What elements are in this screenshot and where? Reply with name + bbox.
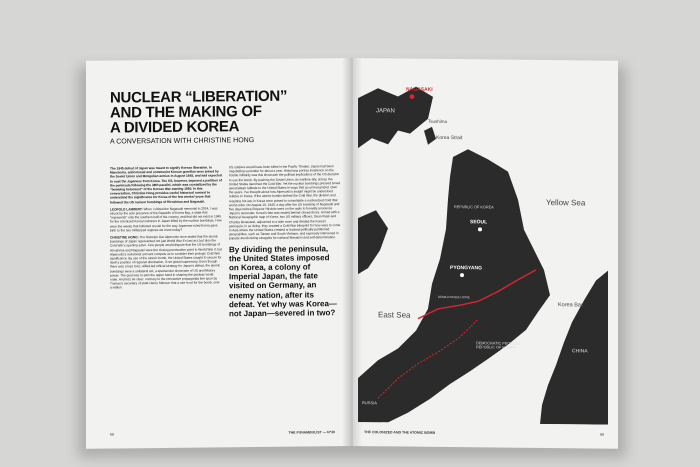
title-line-2: AND THE MAKING OF (110, 102, 262, 122)
china-landmass (540, 270, 608, 425)
label-china: CHINA (572, 348, 588, 355)
label-rok: REPUBLIC OF KOREA (454, 205, 494, 210)
japan-landmass (358, 86, 433, 149)
east-land (358, 210, 388, 274)
korea-map (358, 78, 608, 425)
label-korea-bay: Korea Bay (558, 302, 584, 309)
label-yellow-sea: Yellow Sea (546, 198, 586, 208)
right-page-number: 69 (600, 432, 604, 437)
left-page (86, 58, 352, 449)
title-line-1: NUCLEAR “LIBERATION” (110, 87, 288, 107)
tsushima-island (424, 127, 436, 145)
section-title: THE COLONIZED AND THE ATOMIC BOMB (364, 430, 435, 435)
label-japan: JAPAN (376, 108, 395, 115)
text-column-1 (110, 165, 222, 293)
paragraph-1-text: When I visited the Nagasaki memorial in 2014, I was struck by the sole presence of the Republic of Korea flag, a state that “represents” only the southern half of the country, and that did not exist in 1945 for the colonized Korean laborers in Japan killed by the nuclear bombings. How were the weeks that followed crucial for the way Japanese-ruled Korea gave birth to the two militarized regimes we know today? (110, 206, 222, 233)
korean-peninsula (358, 148, 550, 424)
article-subtitle: A CONVERSATION WITH CHRISTINE HONG (110, 137, 255, 146)
label-seoul: SEOUL (470, 219, 488, 226)
speaker-hong: CHRISTINE HONG: (110, 235, 139, 240)
label-russia: RUSSIA (362, 400, 377, 406)
paragraph-2-text: The historian Gar Alperovitz once stated that the atomic bombings of Japan represented not just World War II’s last act, but also the Cold War’s opening salvo. Few people would dispute that the US bombings of Hiroshima and Nagasaki were the closing punctuation point to World War II, but Alperovitz’s revisionist account compels us to consider their prologic Cold War significance. By use of the atomic bomb, the United States sought to secure for itself a position of regional domination, if not global supremacy. Even though there was a less toxic, Allied-led ethical strategy for Japan’s defeat, the atomic bombings were a unilateral act, a spectacular showcase of US annihilatory power. The goal was to gain the upper hand in shaping the postwar world order. And let’s be clear: contrary to the retroactive propaganda line spun by Truman’s secretary of state Henry Stimson that a use it not for the bomb, over a million (110, 234, 222, 291)
article-title (110, 88, 330, 135)
map-graphic (358, 78, 608, 425)
column-2-text: US soldiers would have been killed in the Pacific Theater, Japan had been negotiating surrender for about a year. Historians portray insistence on the hostile militarily was this showcase the political implications of the US decision to use the bomb. By pushing the Soviet Union, its wartime ally, at bay, the United States launched the Cold War. Yet the nuclear bombings pressed broad geostrategic latitude to the United States in ways that go unrecognized. Over the years, I’ve thought about how Alperovitz’s insight might be understood relative to Korea. If the atomic bombs birthed the Cold War, the division and resulting hot war in Korea were poised to consolidate a nuclearized Cold War world order. On August 10, 1945, a day after the US bombing of Nagasaki and five days before Emperor Hirohito went on the radio to formally announce Japan’s surrender, Korea’s fate was sealed behind closed doors. Armed with a National Geographic map of Korea, two US military officers, Dean Rusk and Charles Bonesteel, adjourned to a side room and divided the Korean peninsula. In so doing, they created a Cold War blueprint for how wars to come in Asia where the United States created or backed politically partitioned geographies, such as Taiwan and South Vietnam, and expressly intervened in popular decolonizing struggles for national liberation and self-determination. (229, 164, 341, 241)
title-line-3: A DIVIDED KOREA (110, 118, 240, 137)
label-dprk: DEMOCRATIC PEOPLE'S REPUBLIC OF KOREA (476, 341, 521, 350)
label-east-sea: East Sea (378, 310, 411, 320)
paragraph-1 (110, 206, 222, 232)
label-pyongyang: PYONGYANG (450, 265, 483, 272)
magazine-spread (86, 58, 618, 446)
speaker-lambert: LEOPOLD LAMBERT: (110, 207, 143, 212)
paragraph-2 (110, 234, 222, 290)
intro-paragraph: The 1945 defeat of Japan was meant to signify Korean liberation. In Manchuria, anticolonial and communist Korean guerillas were joined by the Soviet Union and Mongolian armies in August 1945, and had expected to oust the Japanese from Korea. The US, however, imposed a partition of the peninsula following the 38th parallel, which was crystallized by the “bombing holocaust” of the Korean War starting 1950. In this conversation, Christine Hong provides useful historical context to understand the significance for Korea of the few weeks/ years that followed the US nuclear bombings of Hiroshima and Nagasaki. (110, 165, 222, 205)
right-page (352, 58, 618, 449)
label-nagasaki: NAGASAKI (406, 86, 433, 93)
label-korea-strait: Korea Strait (436, 134, 463, 142)
label-dmz: DEMILITARIZED ZONE (438, 294, 470, 300)
magazine-name: THE FUNAMBULIST — N°30 (288, 430, 335, 435)
right-footer (364, 430, 604, 441)
left-page-number: 68 (110, 432, 114, 437)
label-tsushima: Tsushima (428, 118, 448, 124)
pull-quote: By dividing the peninsula, the United States imposed on Korea, a colony of Imperial Japan, the fate visited on Germany, an enemy nation, after its defeat. Yet why was Korea—not Japan—severed in two? (229, 243, 337, 319)
text-column-2 (229, 164, 341, 318)
left-footer (110, 430, 335, 440)
